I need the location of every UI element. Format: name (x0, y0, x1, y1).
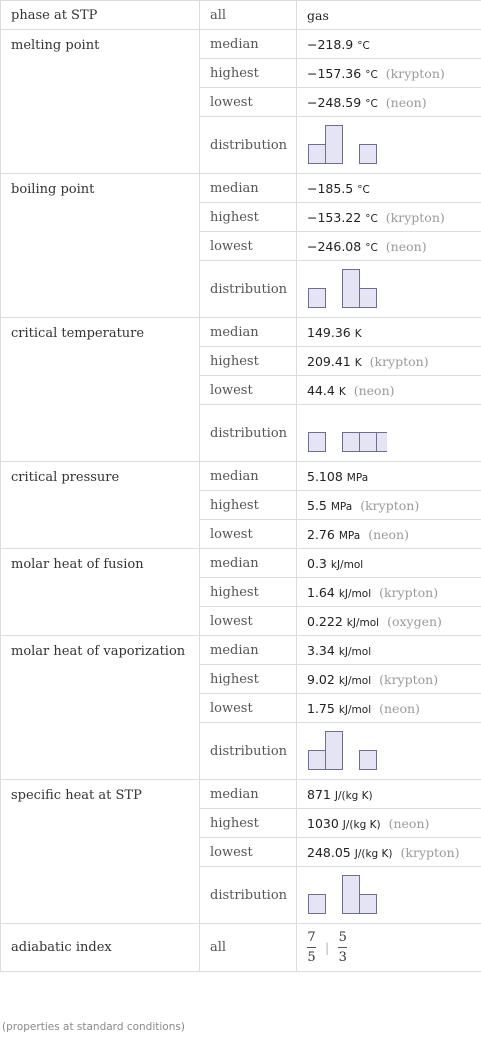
phase-label: phase at STP (1, 1, 200, 30)
stat-label: distribution (200, 261, 297, 318)
stat-label: highest (200, 59, 297, 88)
stat-label: median (200, 780, 297, 809)
boiling-point-label: boiling point (1, 174, 200, 318)
melting-lowest-value: −248.59 °C (neon) (297, 88, 481, 117)
histogram-bar (326, 126, 343, 164)
stat-label: lowest (200, 232, 297, 261)
specific-heat-label: specific heat at STP (1, 780, 200, 924)
stat-label: median (200, 30, 297, 59)
spec-heat-median-value: 871 J/(kg K) (297, 780, 481, 809)
adiabatic-index-value (297, 924, 481, 972)
vapor-median-row (1, 636, 481, 665)
crit-temp-highest-value: 209.41 K (krypton) (297, 347, 481, 376)
phase-stat: all (200, 1, 297, 30)
crit-press-median-row (1, 462, 481, 491)
stat-label: lowest (200, 88, 297, 117)
adiabatic-row (1, 924, 481, 972)
histogram-bar (343, 270, 360, 308)
stat-label: highest (200, 665, 297, 694)
phase-row (1, 1, 481, 30)
histogram-bar (309, 289, 326, 308)
crit-temp-lowest-value: 44.4 K (neon) (297, 376, 481, 405)
boiling-median-row (1, 174, 481, 203)
fraction-7-5: $\frac{7}{5}$ (307, 930, 316, 965)
histogram-bar (309, 145, 326, 164)
stat-label: lowest (200, 838, 297, 867)
vapor-lowest-value: 1.75 kJ/mol (neon) (297, 694, 481, 723)
histogram-bar (343, 876, 360, 914)
histogram-bar (360, 433, 377, 452)
stat-label: lowest (200, 376, 297, 405)
stat-label: all (200, 924, 297, 972)
vapor-median-value: 3.34 kJ/mol (297, 636, 481, 665)
stat-label: median (200, 174, 297, 203)
footnote: (properties at standard conditions) (2, 1021, 185, 1033)
crit-temp-distribution-histogram (297, 405, 481, 462)
histogram-bar (309, 895, 326, 914)
separator: | (325, 940, 330, 955)
fraction-5-3: $\frac{5}{3}$ (338, 930, 347, 965)
adiabatic-index-label: adiabatic index (1, 924, 200, 972)
stat-label: highest (200, 578, 297, 607)
boiling-lowest-value: −246.08 °C (neon) (297, 232, 481, 261)
molar-heat-of-vaporization-label: molar heat of vaporization (1, 636, 200, 780)
fusion-median-row (1, 549, 481, 578)
histogram-bar (309, 751, 326, 770)
boiling-median-value: −185.5 °C (297, 174, 481, 203)
crit-press-median-value: 5.108 MPa (297, 462, 481, 491)
stat-label: distribution (200, 867, 297, 924)
histogram-bar (360, 289, 377, 308)
melting-point-label: melting point (1, 30, 200, 174)
histogram-bar (343, 433, 360, 452)
critical-pressure-label: critical pressure (1, 462, 200, 549)
stat-label: highest (200, 809, 297, 838)
stat-label: distribution (200, 117, 297, 174)
crit-press-lowest-value: 2.76 MPa (neon) (297, 520, 481, 549)
fusion-lowest-value: 0.222 kJ/mol (oxygen) (297, 607, 481, 636)
stat-label: median (200, 549, 297, 578)
melting-median-row (1, 30, 481, 59)
melting-highest-value: −157.36 °C (krypton) (297, 59, 481, 88)
stat-label: lowest (200, 607, 297, 636)
stat-label: highest (200, 491, 297, 520)
stat-label: highest (200, 347, 297, 376)
melting-distribution-histogram (297, 117, 481, 174)
fusion-median-value: 0.3 kJ/mol (297, 549, 481, 578)
histogram-bar (360, 895, 377, 914)
crit-press-highest-value: 5.5 MPa (krypton) (297, 491, 481, 520)
stat-label: median (200, 462, 297, 491)
boiling-distribution-histogram (297, 261, 481, 318)
spec-heat-lowest-value: 248.05 J/(kg K) (krypton) (297, 838, 481, 867)
boiling-highest-value: −153.22 °C (krypton) (297, 203, 481, 232)
spec-heat-median-row (1, 780, 481, 809)
histogram-bar (309, 433, 326, 452)
stat-label: median (200, 318, 297, 347)
melting-median-value: −218.9 °C (297, 30, 481, 59)
vapor-distribution-histogram (297, 723, 481, 780)
stat-label: lowest (200, 694, 297, 723)
histogram-bar (377, 433, 388, 452)
critical-temperature-label: critical temperature (1, 318, 200, 462)
fusion-highest-value: 1.64 kJ/mol (krypton) (297, 578, 481, 607)
crit-temp-median-value: 149.36 K (297, 318, 481, 347)
histogram-bar (360, 751, 377, 770)
stat-label: median (200, 636, 297, 665)
phase-value: gas (297, 1, 481, 30)
stat-label: lowest (200, 520, 297, 549)
stat-label: distribution (200, 723, 297, 780)
spec-heat-distribution-histogram (297, 867, 481, 924)
stat-label: distribution (200, 405, 297, 462)
histogram-bar (326, 732, 343, 770)
stat-label: highest (200, 203, 297, 232)
histogram-bar (360, 145, 377, 164)
molar-heat-of-fusion-label: molar heat of fusion (1, 549, 200, 636)
crit-temp-median-row (1, 318, 481, 347)
spec-heat-highest-value: 1030 J/(kg K) (neon) (297, 809, 481, 838)
vapor-highest-value: 9.02 kJ/mol (krypton) (297, 665, 481, 694)
